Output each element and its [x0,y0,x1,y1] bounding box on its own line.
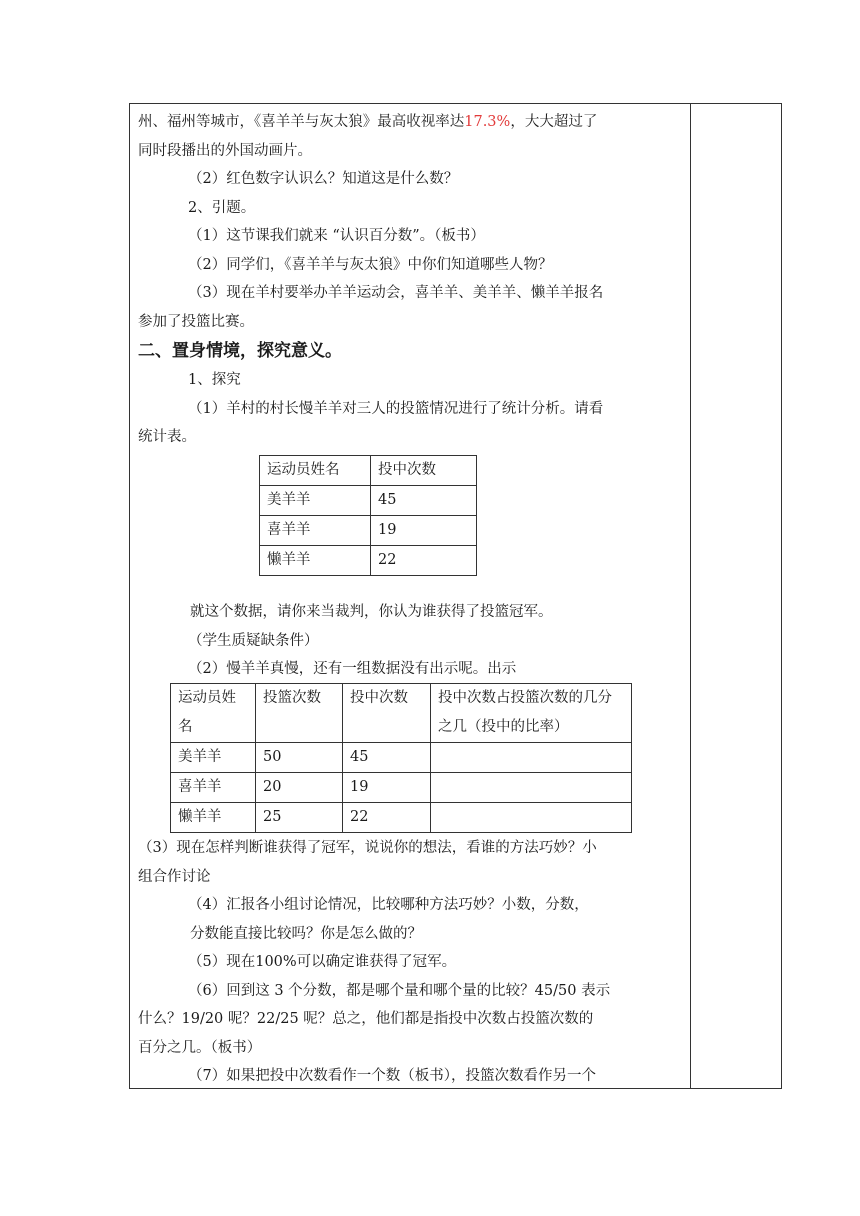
table-header-row [171,684,632,743]
table-cell: 19 [371,516,477,546]
table-cell: 45 [343,743,431,773]
paragraph-line: （7）如果把投中次数看作一个数（板书），投篮次数看作另一个 [188,1068,596,1084]
paragraph-line: （5）现在100%可以确定谁获得了冠军。 [188,954,457,970]
paragraph-line [138,108,686,137]
paragraph-block [138,598,686,684]
section-heading: 二、置身情境，探究意义。 [138,341,342,361]
table-header-cell: 运动员姓名 [171,684,256,743]
table-row [171,743,632,773]
paragraph-line: 组合作讨论 [138,868,211,885]
lesson-content [138,108,686,452]
paragraph-line: 就这个数据，请你来当裁判，你认为谁获得了投篮冠军。 [190,604,553,620]
stats-table-2 [170,683,632,833]
table-cell: 美羊羊 [171,743,256,773]
text-run: 州、福州等城市，《喜羊羊与灰太狼》最高收视率达 [138,114,465,130]
paragraph-block [138,834,686,1091]
paragraph-line: 百分之几。（板书） [138,1039,262,1056]
paragraph-line: （6）回到这 3 个分数，都是哪个量和哪个量的比较？45/50 表示 [188,982,611,999]
table-header-cell: 投篮次数 [256,684,343,743]
paragraph-line: （3）现在怎样判断谁获得了冠军，说说你的想法，看谁的方法巧妙？小 [138,840,597,856]
paragraph-line: （2）慢羊羊真慢，还有一组数据没有出示呢。出示 [188,661,517,677]
table-cell: 20 [256,773,343,803]
table-cell: 美羊羊 [260,486,371,516]
paragraph-line: （2）红色数字认识么？知道这是什么数？ [188,171,459,187]
table-cell: 懒羊羊 [171,803,256,833]
table-cell [431,743,632,773]
table-cell: 22 [371,546,477,576]
paragraph-line: （2）同学们，《喜羊羊与灰太狼》中你们知道哪些人物？ [188,256,553,273]
table-header-cell: 运动员姓名 [260,456,371,486]
highlight-number: 17.3% [464,114,511,130]
paragraph-line: （3）现在羊村要举办羊羊运动会，喜羊羊、美羊羊、懒羊羊报名 [188,285,604,301]
table-cell: 50 [256,743,343,773]
paragraph-line: 1、探究 [188,372,241,388]
table-cell [431,803,632,833]
table-row [260,546,477,576]
paragraph-line: 什么？19/20 呢？22/25 呢？总之，他们都是指投中次数占投篮次数的 [138,1011,594,1027]
table-cell: 25 [256,803,343,833]
table-header-cell: 投中次数占投篮次数的几分之几（投中的比率） [431,684,632,743]
table-header-cell: 投中次数 [343,684,431,743]
paragraph-line: 分数能直接比较吗？你是怎么做的？ [190,925,422,942]
table-cell: 19 [343,773,431,803]
paragraph-line: 2、引题。 [188,199,256,216]
table-cell: 45 [371,486,477,516]
text-run: ，大大超过了 [510,114,598,130]
table-row [171,773,632,803]
paragraph-line: （1）羊村的村长慢羊羊对三人的投篮情况进行了统计分析。请看 [188,400,604,417]
table-cell: 喜羊羊 [260,516,371,546]
paragraph-line: （4）汇报各小组讨论情况，比较哪种方法巧妙？小数，分数， [188,897,589,913]
paragraph-line: （学生质疑缺条件） [188,632,319,649]
table-header-cell: 投中次数 [371,456,477,486]
paragraph-line: 同时段播出的外国动画片。 [138,142,312,159]
paragraph-line: （1）这节课我们就来 “认识百分数”。（板书） [188,228,485,244]
table-cell: 喜羊羊 [171,773,256,803]
table-cell: 22 [343,803,431,833]
table-row [260,516,477,546]
paragraph-line: 参加了投篮比赛。 [138,313,254,330]
table-row [171,803,632,833]
table-cell: 懒羊羊 [260,546,371,576]
table-header-row [260,456,477,486]
table-cell [431,773,632,803]
stats-table-1 [259,455,477,576]
paragraph-line: 统计表。 [138,429,196,445]
table-row [260,486,477,516]
column-divider [690,103,691,1089]
